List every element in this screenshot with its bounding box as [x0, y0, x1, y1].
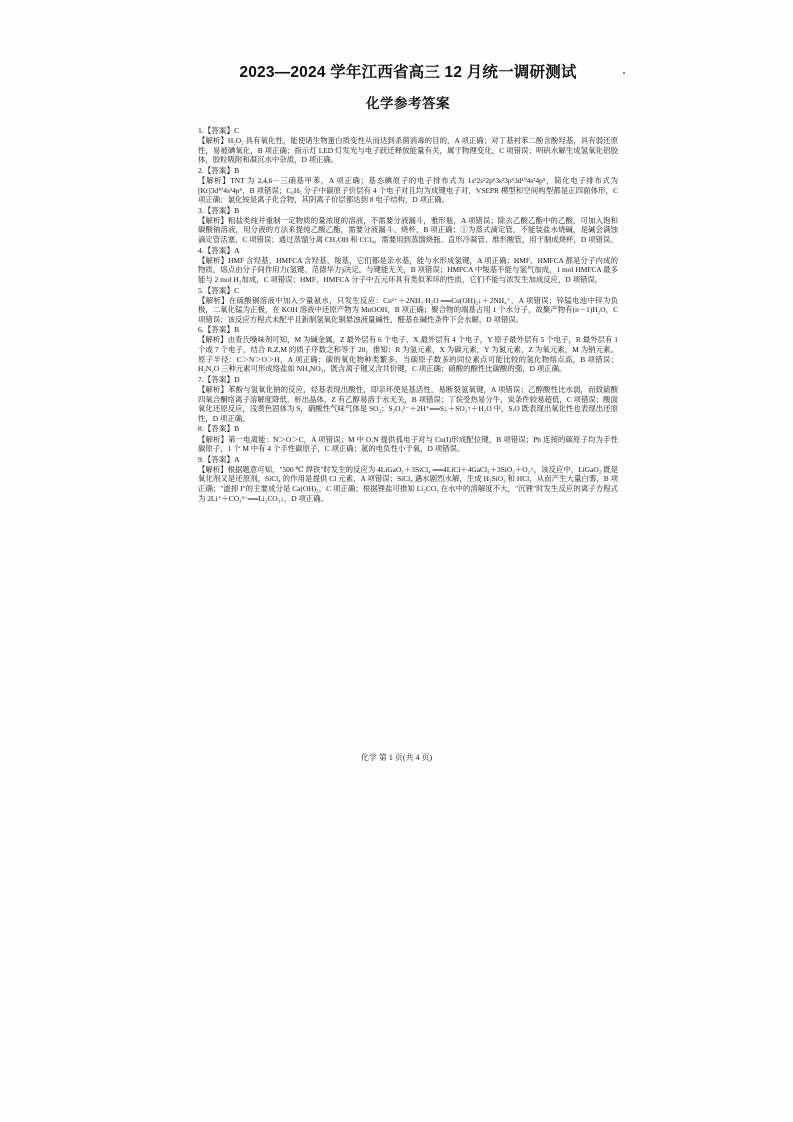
answer-explanation: 【解析】HMF 含羟基、HMFCA 含羟基、羧基，它们都是亲水基，能与水形成氢键，A 项正确；HMF、HMFCA 都是分子内成的物质，熔点由分子间作用力(氢键、范德华力)决定，与键能无关，B 项错误；HMFCA 中羧基不能与氢气加成，1 mol HMFCA 最多能与 2 mol H₂加成，C 项错误；HMF、HMFCA 分子中五元环具有类似苯环的性质，它们不能与浓发生加成反应，D 项错误。: [198, 255, 618, 284]
page-subtitle: 化学参考答案: [366, 96, 450, 111]
answer-label: 4.【答案】A: [198, 245, 240, 255]
answer-block: [198, 166, 618, 205]
answer-block: [198, 455, 618, 504]
answer-explanation: 【解析】由查氏噪味剂可知，M 为碱金属，Z 最外层有 6 个电子、X 最外层有 4 个电子，Y 原子最外层有 5 个电子，R 最外层有 1 个或 7 个电子，结合 R,Z,M 的质子序数之和等于 20，推知：R 为氢元素，X 为碳元素，Y 为氮元素，Z 为氧元素，M 为钠元素。原子半径：C＞N＞O＞H，A 项正确；碳的氧化物种类繁多，当碳原子数多的同位素点可能比较的氢化物熔点高，B 项错误；H₂N₂O 三种元素可形成络盐如 NH₄NO₃，既含离子键又含共价键，C 项正确；硝酸的酸性比碳酸的强，D 项正确。: [198, 335, 618, 374]
answer-block: [198, 375, 618, 424]
answer-explanation: 【解析】根据题意可知，"500 ℃ 焊铁"时发生的反应为 4LiGaO₂＋3SiCl₄ ══4LiCl＋4GaCl₃＋3SiO₂＋O₂↑，该反应中，LiGaO₂ 既是氧化剂又是还原剂，SiCl₄ 的作用是提供 Cl 元素，A 项错误；SiCl₄ 遇水剧烈水解，生成 H₂SiO₃ 和 HCl，从而产生大量白雾，B 项正确；"滤掉 I"的主要成分是 Ca(OH)₂，C 项正确；根据锂盐可推知 Li₂CO₃ 在水中的溶解度不大，"沉锂"时发生反应的离子方程式为 2Li⁺＋CO₃²⁻══Li₂CO₃↓，D 项正确。: [198, 464, 618, 503]
answer-explanation: 【解析】粗盐类纯并重制一定物质的量浓度的溶液，不需要分液漏斗，雅形瓶，A 项错误；除去乙酸乙酯中的乙酸，可加入饱和碳酸钠溶液，用分液的方法来提纯乙酸乙酯，需要分液漏斗、烧杯，B 项正确；①为蒸式滴定管，不能装盐水烧碱，是碱会满蚀滴定管活塞，C 项错误；通过蒸馏分离 CH₃OH 和 CCl₄，需要用到蒸馏烧瓶、直形冷凝管、维形酸管，用于制成烧杯，D 项错误。: [198, 215, 618, 245]
page-footer: 化学 第 1 页(共 4 页): [360, 753, 433, 762]
answer-label: 3.【答案】B: [198, 205, 240, 215]
answer-block: [198, 246, 618, 285]
answer-label: 2.【答案】B: [198, 165, 240, 175]
answer-label: 8.【答案】B: [198, 424, 240, 434]
answer-block: [198, 325, 618, 374]
answer-label: 7.【答案】D: [198, 374, 240, 384]
answer-label: 1.【答案】C: [198, 126, 240, 135]
answer-label: 5.【答案】C: [198, 285, 240, 295]
answer-explanation: 【解析】第一电离能：N＞O＞C，A 项错误；M 中 O,N 提供孤电子对与 Cu(I)形成配位键，B 项错误；Pb 连接的碳原子均为手性碳原子，1 个 M 中有 4 个手性碳原子，C 项正确；氮的电负性小于氧，D 项错误。: [198, 434, 618, 454]
answer-block: [198, 206, 618, 245]
page-title: 2023—2024 学年江西省高三 12 月统一调研测试: [239, 64, 577, 81]
answer-block: [198, 286, 618, 325]
answer-block: [198, 126, 618, 165]
scan-artifact-dot: [623, 72, 625, 74]
answer-explanation: 【解析】在硫酸铜溶液中加入少量氨水，只发生反应：Cu²⁺＋2NH₃·H₂O ══Cu(OH)₂↓＋2NH₄⁺，A 项错误；锌锰电池中锌为负极，二氧化锰为正极，在 KOH 溶液中还原产物为 MnOOH，B 项正确；聚合物的端基占用 1 个水分子，故聚产物有(n－1)H₂O，C 项错误；该反应方程式未配平且新制氢氧化铜悬浊液量碱性，醛基在碱性条件下会水解，D 项错误。: [198, 295, 618, 324]
answer-explanation: 【解析】TNT 为 2,4,6－三硝基甲苯，A 项正确；基态碘原子的电子排布式为 1s²2s²2p⁶3s²3p⁶3d¹⁰4s²4p⁵，简化电子排布式为[Kr]3d¹⁰4s²4p⁵，B 项错误；C₆H₅ 分子中碳原子价层有 4 个电子对且均为成键电子对，VSEPR 模型和空间构型都是正四面体形，C 项正确；氯化铵是离子化合物，其阴离子价层都达到 8 电子结构，D 项正确。: [198, 175, 618, 205]
answer-label: 9.【答案】A: [198, 454, 240, 464]
answer-explanation: 【解析】苯酚与氢氧化钠的反应，烃基表现出酸性，即亲环使是基活性，易断裂氢氧键，A 项错误；乙醇酸性比水弱，而致硫酸四氧合酮络离子溶解度降低，析出晶体，Z 有乙醇易溶于水无关，B 项错误；丁烷受热易分牛，炭条件较易超低，C 项错误；酸面氧化还原反应，浅黄色固体为 S，硝酸性气味气体是 SO₂；S₂O₃²⁻＋2H⁺══S↓＋SO₂↑＋H₂O 中，S,O 既表现出氧化性也表现出还原性，D 项正确。: [198, 384, 618, 423]
answer-explanation: 【解析】H₂O₂ 具有氧化性，能使诸生物蛋白质变性从而达到杀菌消毒的目的，A 项正确；对丁基衬苯二酚含酚羟基，具有弱还原性，易被碘氧化，B 项正确；指示灯 LED 灯发光与电子跃迁释放能量有关，属于物理变化，C 项错误；明矾水解生成氢氧化铝胶体，胶粒吸附和凝沉水中杂质，D 项正确。: [198, 136, 618, 165]
answer-sheet: [198, 60, 618, 760]
answer-block: [198, 424, 618, 453]
answer-label: 6.【答案】B: [198, 325, 240, 335]
